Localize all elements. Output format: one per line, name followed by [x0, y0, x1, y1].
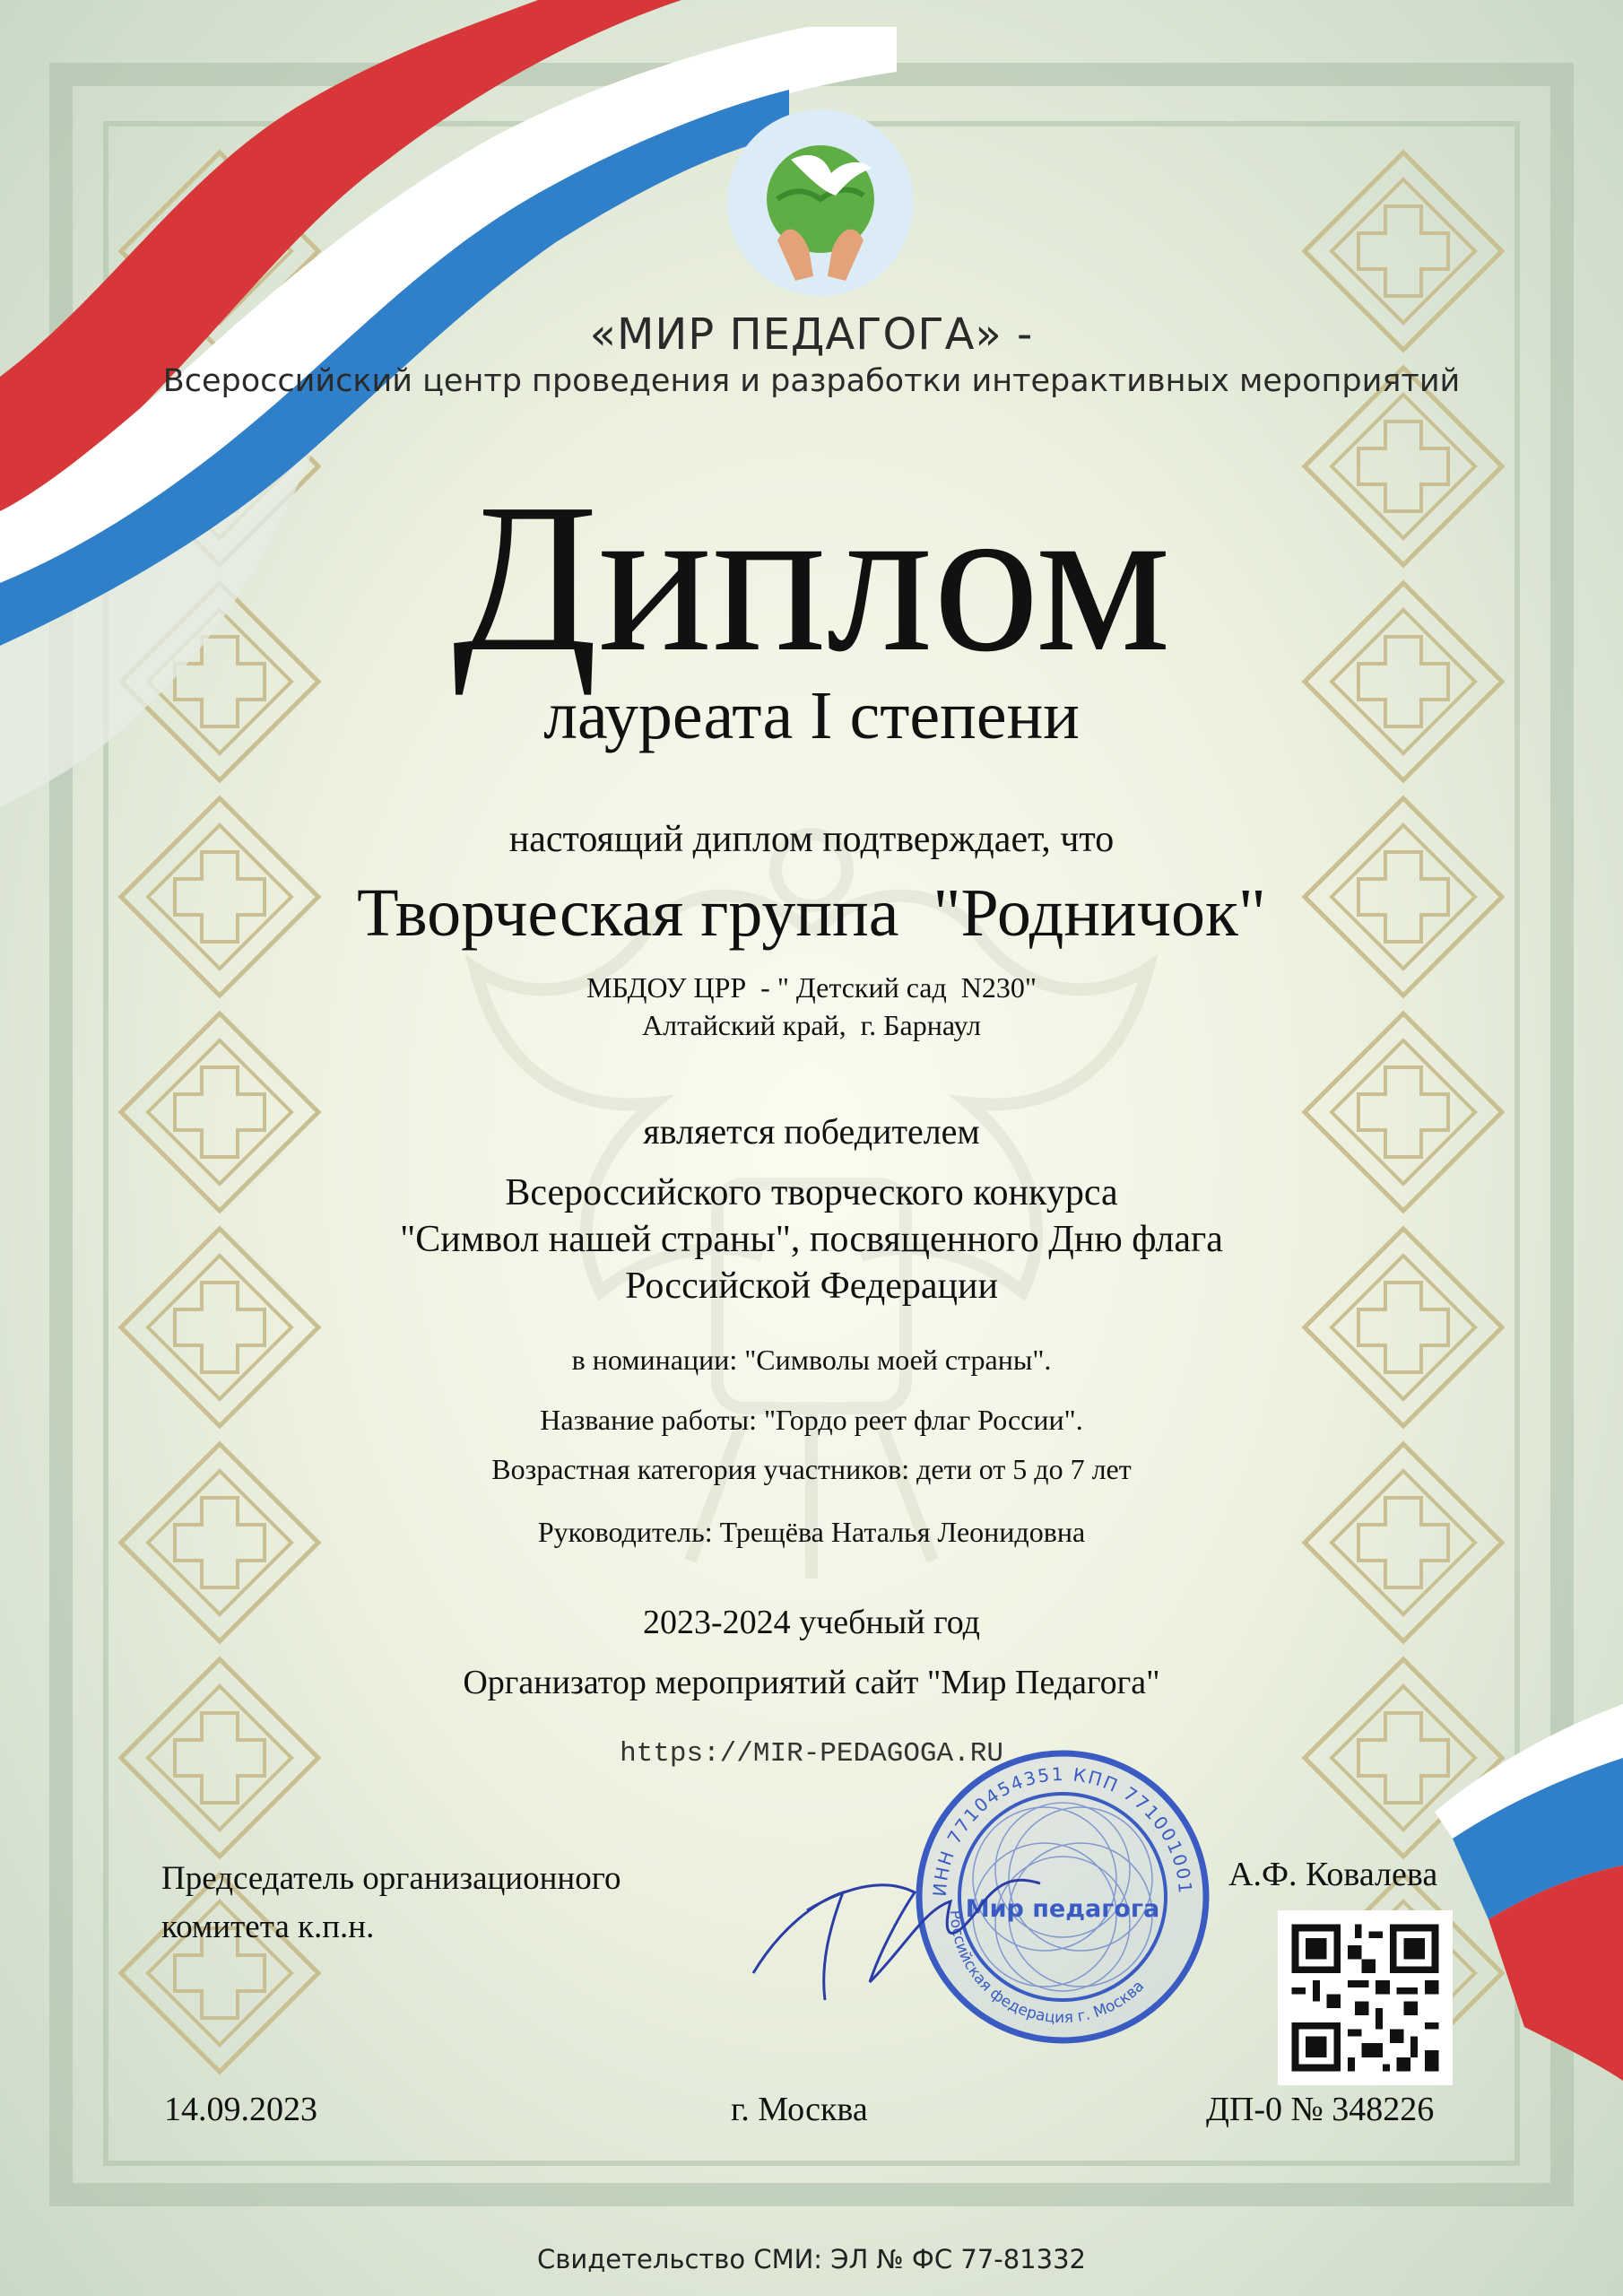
mir-pedagoga-logo [724, 106, 917, 300]
contest-line-3: Российской Федерации [625, 1265, 998, 1307]
work-title: Название работы: "Гордо реет флаг России". [540, 1404, 1083, 1436]
organizer: Организатор мероприятий сайт "Мир Педагога" [463, 1664, 1160, 1701]
leader: Руководитель: Трещёва Наталья Леонидовна [537, 1516, 1086, 1548]
issue-date: 14.09.2023 [164, 2091, 317, 2128]
brand-subtitle: Всероссийский центр проведения и разработки интерактивных мероприятий [162, 363, 1461, 399]
diploma-title: Диплом [452, 460, 1171, 696]
qr-code[interactable] [1278, 1910, 1453, 2085]
recipient-location: Алтайский край, г. Барнаул [641, 1009, 981, 1041]
recipient-name: Творческая группа "Родничок" [357, 875, 1266, 951]
issue-city: г. Москва [731, 2091, 868, 2128]
chair-name: А.Ф. Ковалева [1228, 1856, 1438, 1893]
school-year: 2023-2024 учебный год [642, 1604, 981, 1641]
chair-title-line-1: Председатель организационного [161, 1860, 621, 1897]
diploma-degree: лауреата I степени [543, 678, 1080, 753]
age-category: Возрастная категория участников: дети от 5 до 7 лет [491, 1453, 1132, 1485]
contest-line-1: Всероссийского творческого конкурса [505, 1172, 1118, 1213]
confirm-text: настоящий диплом подтверждает, что [508, 819, 1115, 860]
diploma-number: ДП-0 № 348226 [1206, 2091, 1435, 2128]
nomination: в номинации: "Символы моей страны". [571, 1344, 1052, 1376]
contest-line-2: "Символ нашей страны", посвященного Дню флага [400, 1219, 1223, 1260]
brand-title: «МИР ПЕДАГОГА» - [589, 309, 1034, 360]
winner-text: является победителем [643, 1111, 980, 1152]
chair-title-line-2: комитета к.п.н. [161, 1909, 375, 1945]
handwritten-signature [744, 1857, 1085, 2009]
stamp-ring-bottom: Российская федерация г. Москва [945, 1909, 1149, 2028]
website-link[interactable]: https://MIR-PEDAGOGA.RU [620, 1738, 1003, 1770]
chair-title [161, 1855, 621, 1952]
recipient-organization: МБДОУ ЦРР - " Детский сад N230" [586, 971, 1037, 1004]
media-registration: Свидетельство СМИ: ЭЛ № ФС 77-81332 [537, 2244, 1086, 2274]
stamp-center-text: Мир педагога [965, 1895, 1160, 1923]
stamp-ring-top: ИНН 7710454351 КПП 771001001 [928, 1762, 1197, 1898]
